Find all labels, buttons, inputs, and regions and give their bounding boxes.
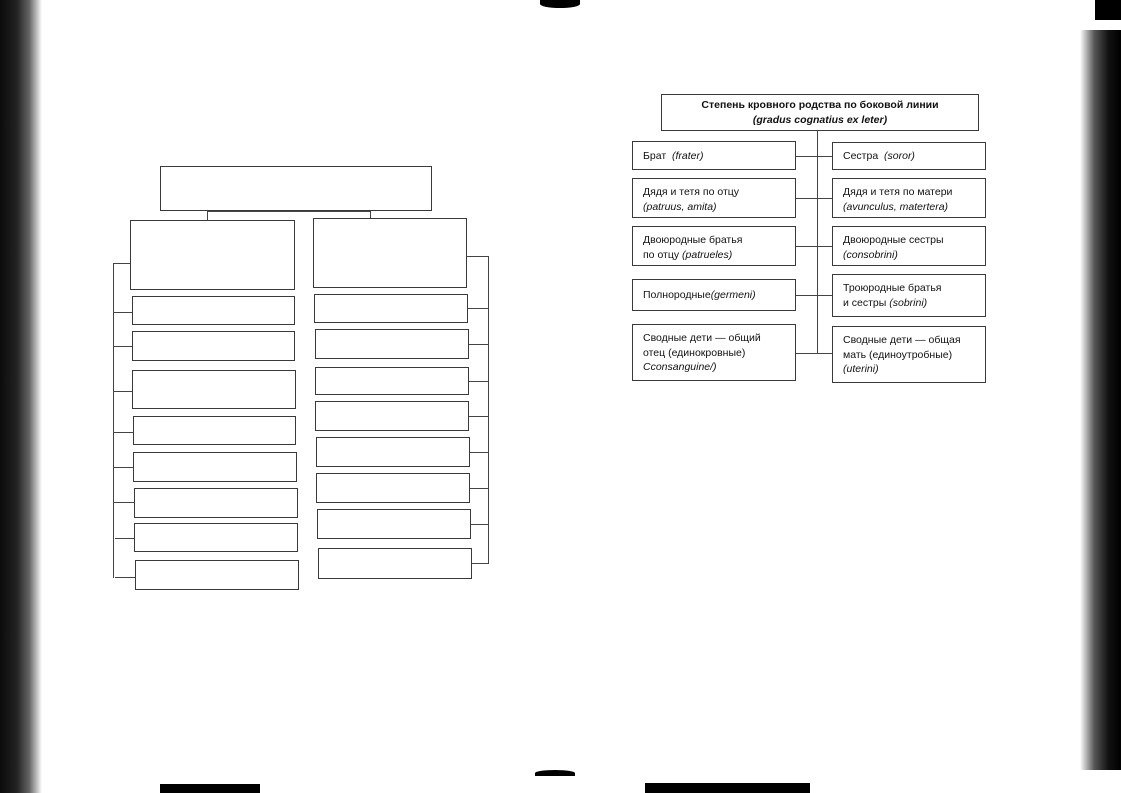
blank-right-box: [315, 367, 469, 395]
box-paternal-cousins-line2: по отцу: [643, 248, 680, 261]
connector: [796, 295, 817, 296]
box-brother-label: Брат: [643, 149, 667, 162]
blank-right-tick: [471, 524, 488, 525]
blank-right-tick: [472, 563, 488, 564]
box-paternal-uncle-aunt-line1: Дядя и тетя по отцу: [643, 186, 740, 198]
scan-corner-top-right: [1095, 0, 1121, 20]
box-full-siblings: [632, 279, 796, 311]
blank-left-tick: [114, 346, 132, 347]
blank-left-tick: [113, 312, 132, 313]
blank-right-head: [313, 218, 467, 288]
box-maternal-uncle-aunt-line1: Дядя и тетя по матери: [843, 186, 953, 198]
blank-left-box: [133, 416, 296, 445]
scan-mark-bottom-1: [160, 784, 260, 793]
connector: [817, 198, 832, 199]
connector: [796, 353, 817, 354]
blank-right-tick: [469, 416, 488, 417]
box-brother-latin: (frater): [672, 149, 704, 162]
blank-left-box: [133, 452, 297, 482]
connector: [796, 156, 817, 157]
blank-left-box: [134, 523, 298, 552]
blank-right-box: [315, 401, 469, 431]
blank-left-tick: [115, 577, 135, 578]
box-uterine-line3: (uterini): [843, 363, 879, 375]
blank-left-tick: [114, 391, 132, 392]
connector: [796, 198, 817, 199]
box-uterine-line2: мать (единоутробные): [843, 348, 953, 361]
blank-left-bracket: [113, 263, 114, 578]
box-second-cousins-latin: (sobrini): [889, 296, 928, 309]
box-second-cousins-line1: Троюродные братья: [843, 282, 942, 294]
box-brother: [632, 141, 796, 170]
box-consanguine-line1: Сводные дети — общий: [643, 332, 761, 344]
box-sister: [832, 142, 986, 170]
box-consanguine: [632, 324, 796, 381]
blank-right-box: [314, 294, 468, 323]
box-paternal-cousins: [632, 226, 796, 266]
blank-right-tick: [469, 381, 488, 382]
box-consanguine-line2: отец (единокровные): [643, 346, 746, 359]
diagram-subtitle: (gradus cognatius ex leter): [752, 114, 888, 126]
blank-right-box: [317, 509, 471, 539]
blank-right-tick: [468, 308, 488, 309]
connector: [817, 353, 832, 354]
box-paternal-uncle-aunt-line2: (patruus, amita): [643, 200, 717, 213]
blank-left-tick: [113, 263, 130, 264]
blank-left-box: [132, 296, 295, 325]
blank-left-tick: [114, 502, 134, 503]
blank-right-box: [315, 329, 469, 359]
box-full-siblings-label: Полнородные: [643, 288, 711, 301]
connector: [817, 156, 832, 157]
box-consanguine-line3: Cconsanguine/): [643, 361, 717, 373]
diagram-title-box: [661, 94, 979, 131]
blank-connector: [207, 211, 371, 212]
scan-fold-top: [540, 0, 580, 8]
blank-connector: [207, 211, 208, 220]
box-full-siblings-latin: (germeni): [710, 288, 756, 301]
box-uterine: [832, 326, 986, 383]
box-paternal-cousins-line1: Двоюродные братья: [643, 234, 743, 246]
box-sister-label: Сестра: [843, 149, 879, 162]
box-sister-latin: (soror): [884, 149, 915, 162]
blank-right-box: [316, 473, 470, 503]
box-maternal-cousins-line2: (consobrini): [843, 248, 898, 261]
diagram-title: Степень кровного родства по боковой линии: [701, 99, 939, 111]
box-uterine-line1: Сводные дети — общая: [843, 334, 961, 346]
box-maternal-uncle-aunt-line2: (avunculus, matertera): [843, 200, 949, 213]
blank-right-tick: [469, 344, 488, 345]
box-second-cousins: [832, 274, 986, 317]
trunk-line: [817, 131, 818, 354]
scan-fold-bottom: [535, 770, 575, 776]
blank-right-tick: [470, 488, 488, 489]
blank-left-tick: [114, 432, 133, 433]
connector: [817, 295, 832, 296]
box-maternal-cousins: [832, 226, 986, 266]
blank-left-box: [132, 370, 296, 409]
connector: [817, 246, 832, 247]
blank-left-box: [134, 488, 298, 518]
scan-mark-bottom-2: [645, 783, 810, 793]
connector: [796, 246, 817, 247]
box-paternal-uncle-aunt: [632, 178, 796, 218]
blank-left-tick: [115, 538, 134, 539]
blank-right-box: [316, 437, 470, 467]
blank-right-box: [318, 548, 472, 579]
blank-left-box: [132, 331, 295, 361]
scan-edge-right: [1080, 30, 1121, 770]
blank-top-box: [160, 166, 432, 211]
box-second-cousins-line2: и сестры: [843, 296, 887, 309]
blank-left-box: [135, 560, 299, 590]
blank-left-tick: [114, 467, 133, 468]
blank-right-bracket: [488, 256, 489, 564]
scan-edge-left: [0, 0, 42, 793]
box-maternal-uncle-aunt: [832, 178, 986, 218]
blank-left-head: [130, 220, 295, 290]
blank-right-tick: [470, 452, 488, 453]
box-paternal-cousins-latin: (patrueles): [682, 248, 733, 261]
box-maternal-cousins-line1: Двоюродные сестры: [843, 234, 944, 246]
blank-right-tick: [467, 256, 488, 257]
